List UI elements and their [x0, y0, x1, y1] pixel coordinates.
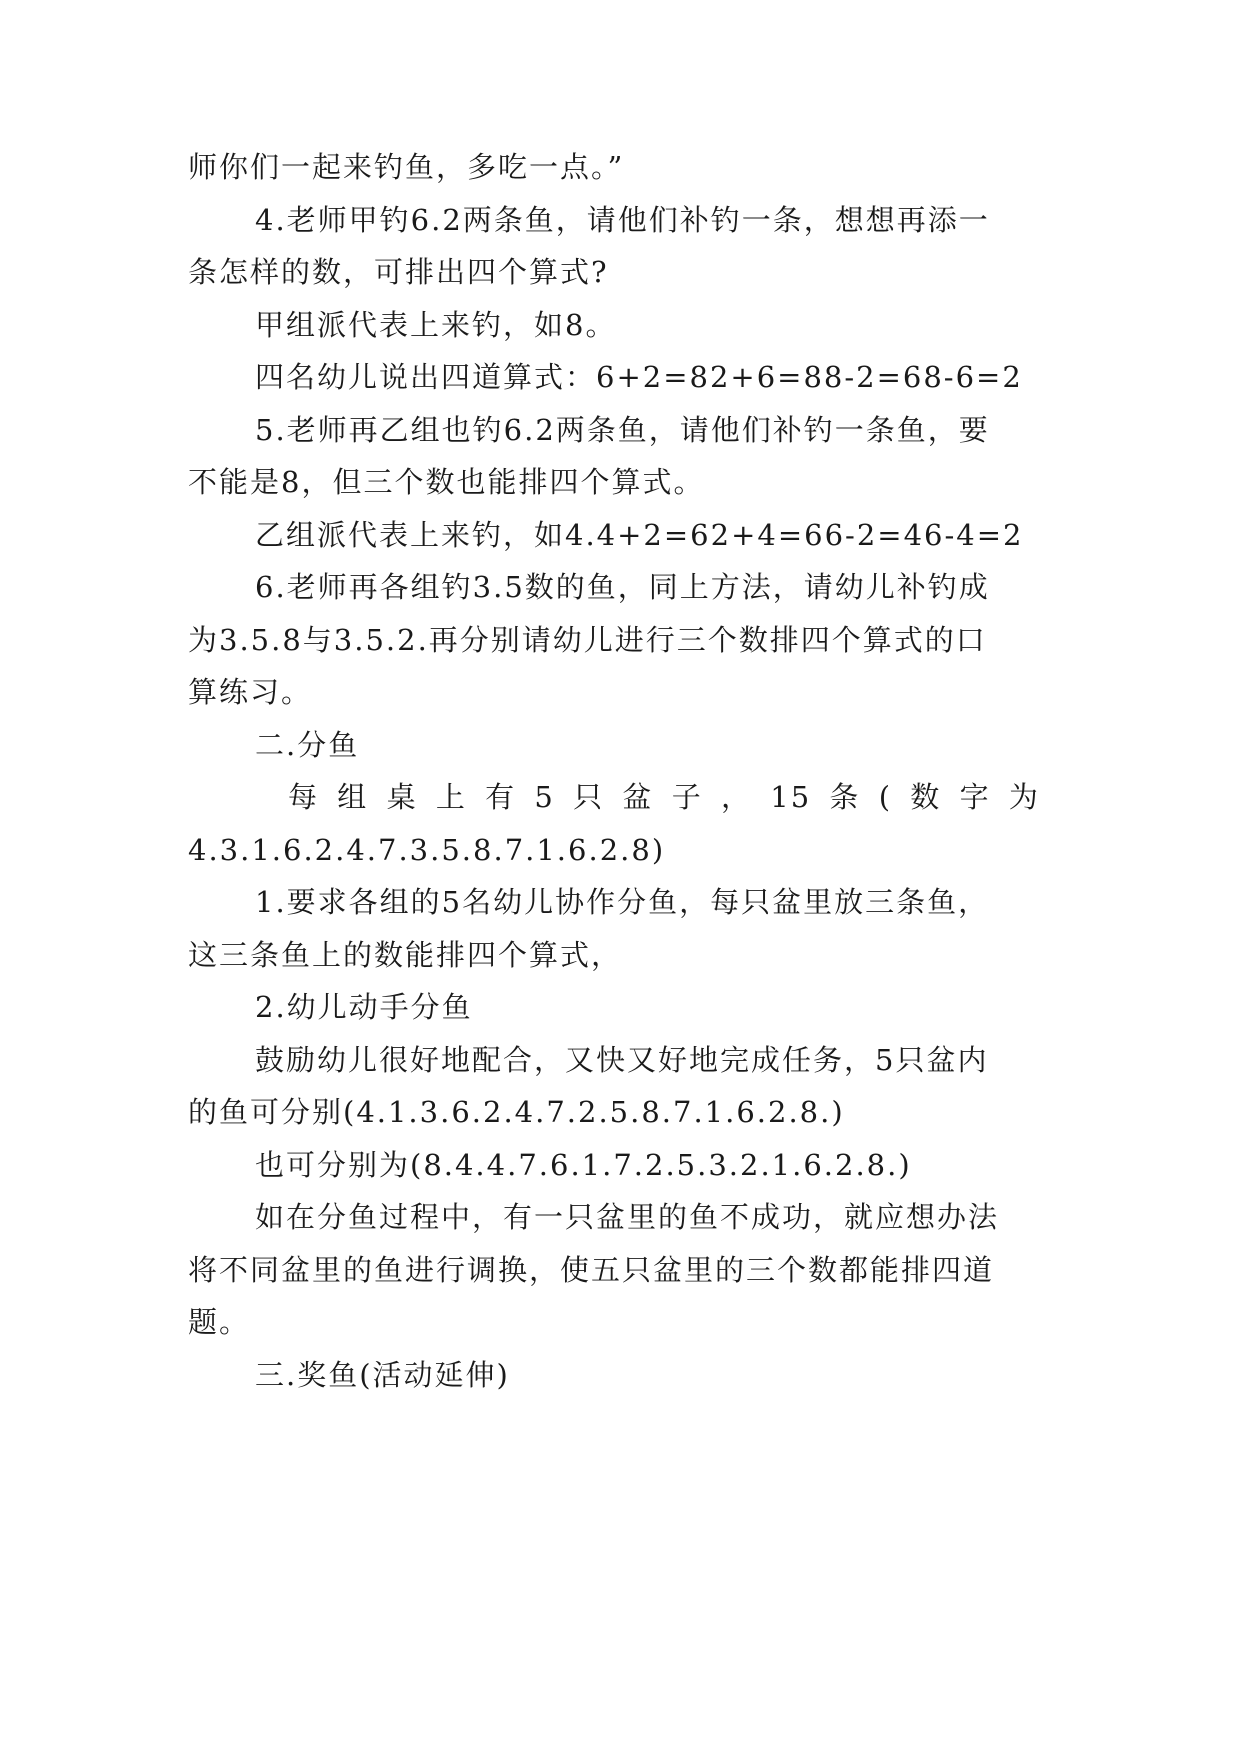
paragraph-line-5: 四名幼儿说出四道算式：6+2=82+6=88-2=68-6=2: [255, 360, 1023, 394]
paragraph-line-22: 题。: [188, 1305, 251, 1339]
paragraph-line-9: 6.老师再各组钓3.5数的鱼，同上方法，请幼儿补钓成: [255, 570, 990, 604]
spread-char: 组: [337, 780, 369, 814]
spread-char: 条: [829, 780, 861, 814]
paragraph-line-2: 4.老师甲钓6.2两条鱼，请他们补钓一条，想想再添一: [255, 203, 990, 237]
spread-char: 数: [910, 780, 942, 814]
section-heading-3: 三.奖鱼(活动延伸): [255, 1358, 510, 1392]
section-heading-2: 二.分鱼: [255, 728, 360, 762]
paragraph-line-14: 1.要求各组的5名幼儿协作分鱼，每只盆里放三条鱼，: [255, 885, 990, 919]
paragraph-line-1: 师你们一起来钓鱼，多吃一点。”: [188, 150, 625, 184]
spread-char: 有: [485, 780, 517, 814]
paragraph-line-20: 如在分鱼过程中，有一只盆里的鱼不成功，就应想办法: [255, 1200, 1000, 1234]
paragraph-line-17: 鼓励幼儿很好地配合，又快又好地完成任务，5只盆内: [255, 1043, 989, 1077]
spread-char: 子: [671, 780, 703, 814]
paragraph-line-6: 5.老师再乙组也钓6.2两条鱼，请他们补钓一条鱼，要: [255, 413, 990, 447]
spread-char: 15: [770, 780, 812, 814]
paragraph-line-21: 将不同盆里的鱼进行调换，使五只盆里的三个数都能排四道: [188, 1253, 995, 1287]
spread-char: 只: [573, 780, 605, 814]
paragraph-line-19: 也可分别为(8.4.4.7.6.1.7.2.5.3.2.1.6.2.8.): [255, 1148, 912, 1182]
spread-char: (: [878, 780, 893, 814]
spread-char: 5: [534, 780, 555, 814]
spread-char: 上: [435, 780, 467, 814]
spread-char: 为: [1008, 780, 1040, 814]
paragraph-line-3: 条怎样的数，可排出四个算式?: [188, 255, 609, 289]
paragraph-line-spread: [288, 777, 1040, 817]
paragraph-line-18: 的鱼可分别(4.1.3.6.2.4.7.2.5.8.7.1.6.2.8.): [188, 1095, 845, 1129]
spread-char: 盆: [622, 780, 654, 814]
spread-char: 字: [959, 780, 991, 814]
paragraph-line-7: 不能是8，但三个数也能排四个算式。: [188, 465, 705, 499]
paragraph-line-8: 乙组派代表上来钓，如4.4+2=62+4=66-2=46-4=2: [255, 518, 1024, 552]
spread-char: ，: [720, 780, 752, 814]
paragraph-line-16: 2.幼儿动手分鱼: [255, 990, 473, 1024]
paragraph-line-13: 4.3.1.6.2.4.7.3.5.8.7.1.6.2.8): [188, 833, 666, 867]
paragraph-line-11: 算练习。: [188, 675, 313, 709]
paragraph-line-10: 为3.5.8与3.5.2.再分别请幼儿进行三个数排四个算式的口: [188, 623, 987, 657]
spread-char: 每: [288, 780, 320, 814]
spread-char: 桌: [386, 780, 418, 814]
paragraph-line-15: 这三条鱼上的数能排四个算式，: [188, 938, 623, 972]
paragraph-line-4: 甲组派代表上来钓，如8。: [255, 308, 617, 342]
